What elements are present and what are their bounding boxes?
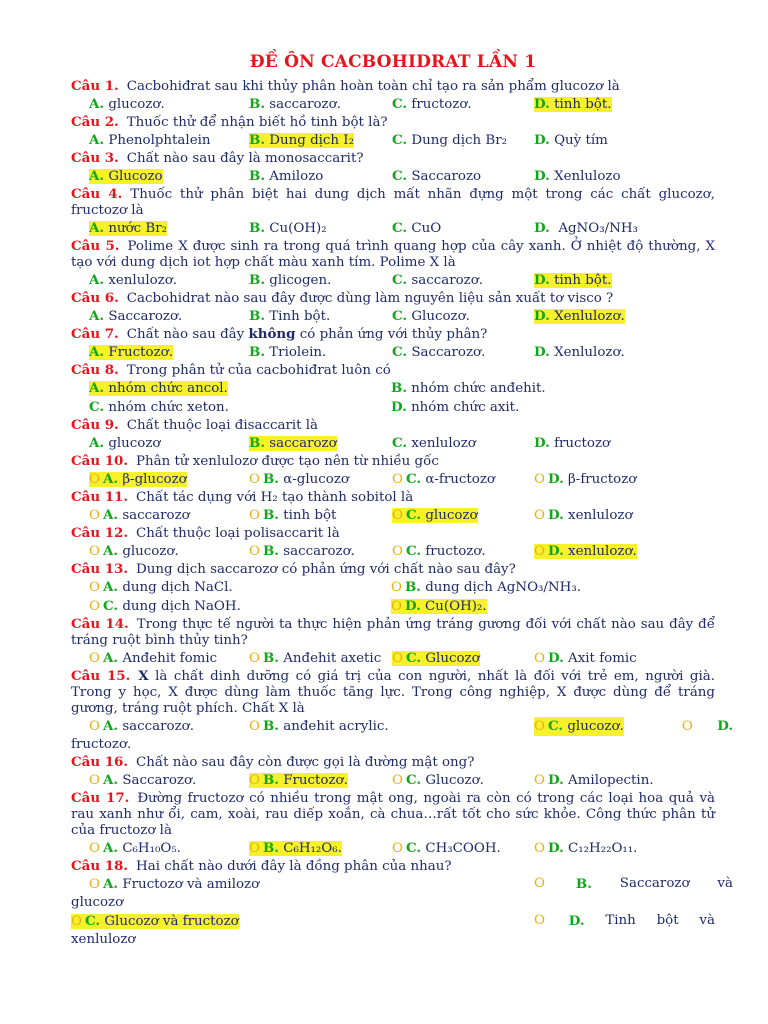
radio-icon: O xyxy=(249,719,260,734)
option-c[interactable]: C. Saccarozo xyxy=(392,168,482,184)
option-b[interactable]: O B. saccarozơ. xyxy=(249,543,355,559)
radio-icon: O xyxy=(89,719,100,734)
radio-icon: O xyxy=(89,508,100,523)
option-b[interactable]: B. Tinh bột. xyxy=(249,308,331,324)
radio-icon: O xyxy=(534,876,545,891)
radio-icon: O xyxy=(681,719,693,734)
question-stem: Chất nào sau đây là monosaccarit? xyxy=(126,151,364,166)
option-a[interactable]: O A. β-glucozơ xyxy=(89,471,187,487)
option-c[interactable]: C. xenlulozơ xyxy=(392,435,476,451)
question-stem: Trong phân tử của cacbohiđrat luôn có xyxy=(126,363,391,378)
option-d[interactable]: O D. Amilopectin. xyxy=(534,772,654,788)
option-c[interactable]: C. fructozơ. xyxy=(392,96,472,112)
question-stem: Dung dịch saccarozơ có phản ứng với chất nào sau đây? xyxy=(136,562,516,577)
question-12 xyxy=(71,525,715,561)
page-title: ĐỀ ÔN CACBOHIDRAT LẦN 1 xyxy=(249,52,537,72)
radio-icon: O xyxy=(249,544,260,559)
question-number: Câu 16. xyxy=(71,754,129,770)
radio-icon: O xyxy=(89,877,100,892)
option-b[interactable]: B. glicogen. xyxy=(249,272,332,288)
option-d[interactable]: D. Xenlulozơ. xyxy=(534,344,625,360)
question-number: Câu 4. xyxy=(71,186,123,202)
question-number: Câu 6. xyxy=(71,290,119,306)
question-14 xyxy=(71,616,715,668)
option-a[interactable]: A. glucozơ xyxy=(89,435,161,451)
question-number: Câu 15. xyxy=(71,668,131,684)
question-stem: Hai chất nào dưới đây là đồng phân của nhau? xyxy=(136,859,452,874)
question-number: Câu 13. xyxy=(71,561,129,577)
option-d-text[interactable]: fructozơ. xyxy=(71,737,132,752)
radio-icon: O xyxy=(392,773,403,788)
option-d[interactable]: O D. Axit fomic xyxy=(534,650,637,666)
radio-icon: O xyxy=(534,719,545,734)
option-b[interactable]: O B. anđehit acrylic. xyxy=(249,718,389,734)
radio-icon: O xyxy=(534,508,545,523)
radio-icon: O xyxy=(392,508,403,523)
question-2 xyxy=(71,114,715,150)
option-b[interactable]: O B. dung dịch AgNO₃/NH₃. xyxy=(391,579,581,595)
option-c[interactable]: O C. fructozơ. xyxy=(392,543,486,559)
radio-icon: O xyxy=(249,651,260,666)
option-a[interactable]: O A. glucozơ. xyxy=(89,543,179,559)
radio-icon: O xyxy=(534,841,545,856)
question-number: Câu 18. xyxy=(71,858,129,874)
question-number: Câu 7. xyxy=(71,326,119,342)
question-15: Câu 15. X là chất dinh dưỡng có giá trị của con người, nhất là đối với trẻ em, người già. Trong y học, X được dùng làm thuốc tăng lực. Trong công nghiệp, X được dùng để tráng gương, tráng ruột phích. Chất X là O A. saccarozơ. O B. anđehit acrylic. O C. glucozơ. O D. fructozơ. xyxy=(71,668,733,752)
question-number: Câu 11. xyxy=(71,489,129,505)
radio-icon: O xyxy=(534,773,545,788)
question-stem: Cacbohidrat nào sau đây được dùng làm nguyên liệu sản xuất tơ visco ? xyxy=(126,291,614,306)
option-b[interactable]: O B. α-glucozơ xyxy=(249,471,349,487)
option-c[interactable]: C. Glucozơ. xyxy=(392,308,470,324)
radio-icon: O xyxy=(89,651,100,666)
option-a[interactable]: A. nhóm chức ancol. xyxy=(89,380,228,396)
radio-icon: O xyxy=(89,599,100,614)
question-stem: Chất nào sau đây còn được gọi là đường mật ong? xyxy=(136,755,475,770)
question-number: Câu 3. xyxy=(71,150,119,166)
radio-icon: O xyxy=(392,841,403,856)
option-b[interactable]: O B. tinh bột xyxy=(249,507,337,523)
radio-icon: O xyxy=(89,544,100,559)
question-stem: Phân tử xenlulozơ được tạo nên từ nhiều gốc xyxy=(136,454,439,469)
option-c[interactable]: O C. α-fructozơ xyxy=(392,471,495,487)
option-a[interactable]: A. Phenolphtalein xyxy=(89,132,211,148)
radio-icon: O xyxy=(249,841,260,856)
option-a[interactable]: O A. Fructozơ và amilozơ xyxy=(89,876,260,892)
option-d[interactable]: D. nhóm chức axit. xyxy=(391,399,520,415)
option-a[interactable]: O A. saccarozơ xyxy=(89,507,190,523)
option-c[interactable]: O C. dung dịch NaOH. xyxy=(89,598,241,614)
question-stem: Trong thực tế người ta thực hiện phản ứng tráng gương đối với chất nào sau đây để tráng ruột bình thủy tinh? xyxy=(71,617,715,648)
option-c[interactable]: O C. glucozơ xyxy=(392,507,478,523)
question-number: Câu 12. xyxy=(71,525,129,541)
option-a[interactable]: A. Fructozơ. xyxy=(89,344,173,360)
option-d[interactable]: O D. xenlulozơ xyxy=(534,507,633,523)
option-c[interactable]: O C. Glucozơ. xyxy=(392,772,484,788)
option-d[interactable]: D. fructozơ xyxy=(534,435,611,451)
option-b[interactable]: O B. Fructozơ. xyxy=(249,772,348,788)
option-d[interactable]: O D. β-fructozơ xyxy=(534,471,637,487)
question-stem: Thuốc thử để nhận biết hồ tinh bột là? xyxy=(126,115,388,130)
question-number: Câu 9. xyxy=(71,417,119,433)
radio-icon: O xyxy=(534,544,545,559)
option-d[interactable]: O D. Cu(OH)₂. xyxy=(391,598,487,614)
question-stem: Đường fructozơ có nhiều trong mật ong, ngoài ra còn có trong các loại hoa quả và rau xanh như ổi, cam, xoài, rau diếp xoắn, cà chua…rất tốt cho sức khỏe. Công thức phân tử của fructozơ là xyxy=(71,791,716,838)
option-d[interactable]: D. tinh bột. xyxy=(534,96,612,112)
question-5 xyxy=(71,238,715,290)
question-11 xyxy=(71,489,715,525)
question-stem: Chất thuộc loại polisaccarit là xyxy=(136,526,340,541)
question-9 xyxy=(71,417,715,453)
option-b[interactable]: B. saccarozơ. xyxy=(249,96,341,112)
radio-icon: O xyxy=(89,773,100,788)
question-stem: Thuốc thử phân biệt hai dung dịch mất nhãn đựng một trong các chất glucozơ, fructozơ là xyxy=(71,187,715,218)
question-number: Câu 2. xyxy=(71,114,119,130)
option-b[interactable]: B. Amilozo xyxy=(249,168,324,184)
option-c[interactable]: O C. CH₃COOH. xyxy=(392,840,501,856)
question-10 xyxy=(71,453,715,489)
option-d[interactable]: D. Xenlulozơ. xyxy=(534,308,625,324)
option-d[interactable]: D. AgNO₃/NH₃ xyxy=(534,220,638,236)
radio-icon: O xyxy=(249,472,260,487)
question-stem: Chất thuộc loại đisaccarit là xyxy=(126,418,319,433)
option-b[interactable]: B. Triolein. xyxy=(249,344,327,360)
option-c[interactable]: C. nhóm chức xeton. xyxy=(89,399,229,415)
question-stem: Chất nào sau đây không có phản ứng với thủy phân? xyxy=(126,326,488,342)
radio-icon: O xyxy=(534,651,545,666)
option-a[interactable]: A. Saccarozơ. xyxy=(89,308,183,324)
question-stem: Cacbohiđrat sau khi thủy phân hoàn toàn chỉ tạo ra sản phẩm glucozơ là xyxy=(126,79,620,94)
option-c[interactable]: C. Saccarozơ. xyxy=(392,344,486,360)
option-b-text-cont[interactable]: glucozơ xyxy=(71,895,124,910)
option-a[interactable]: O A. Anđehit fomic xyxy=(89,650,218,666)
question-4 xyxy=(71,186,715,238)
option-d[interactable]: D. Xenlulozo xyxy=(534,168,621,184)
option-d[interactable]: O D. Tinh bột và xyxy=(534,913,715,929)
question-13 xyxy=(71,561,715,616)
radio-icon: O xyxy=(392,651,403,666)
option-a[interactable]: A. xenlulozơ. xyxy=(89,272,178,288)
radio-icon: O xyxy=(89,841,100,856)
option-c[interactable]: O C. Glucozơ xyxy=(392,650,480,666)
question-1 xyxy=(71,78,715,114)
radio-icon: O xyxy=(89,472,100,487)
radio-icon: O xyxy=(249,508,260,523)
option-d[interactable]: D. Quỳ tím xyxy=(534,132,608,148)
radio-icon: O xyxy=(534,472,545,487)
question-3 xyxy=(71,150,715,186)
question-stem: là chất dinh dưỡng có giá trị của con người, nhất là đối với trẻ em, người già. Trong y học, X được dùng làm thuốc tăng lực. Trong công nghiệp, X được dùng để tráng gương, tráng ruột phích. Chất X là xyxy=(71,669,715,716)
radio-icon: O xyxy=(392,472,403,487)
option-a[interactable]: A. Glucozo xyxy=(89,168,163,184)
option-b[interactable]: O B. C₆H₁₂O₆. xyxy=(249,840,342,856)
option-d[interactable]: O D. xenlulozơ. xyxy=(534,543,637,559)
option-c[interactable]: O C. Glucozơ và fructozơ xyxy=(71,913,239,929)
option-a[interactable]: O A. dung dịch NaCl. xyxy=(89,579,233,595)
option-c[interactable]: C. CuO xyxy=(392,220,442,236)
option-b[interactable]: B. Cu(OH)₂ xyxy=(249,220,327,236)
option-a[interactable]: O A. saccarozơ. xyxy=(89,718,194,734)
option-a[interactable]: O A. Saccarozơ. xyxy=(89,772,197,788)
question-6 xyxy=(71,290,715,326)
question-number: Câu 14. xyxy=(71,616,129,632)
radio-icon: O xyxy=(249,773,260,788)
option-a[interactable]: A. glucozơ. xyxy=(89,96,165,112)
option-d-text-cont[interactable]: xenlulozơ xyxy=(71,932,136,947)
question-number: Câu 1. xyxy=(71,78,119,94)
question-stem: Polime X được sinh ra trong quá trình quang hợp của cây xanh. Ở nhiệt độ thường, X tạo với dung dịch iot hợp chất màu xanh tím. Polime X là xyxy=(71,239,715,270)
option-b[interactable]: B. nhóm chức anđehit. xyxy=(391,380,546,396)
radio-icon: O xyxy=(391,580,402,595)
question-16 xyxy=(71,754,715,790)
option-c[interactable]: C. Dung dịch Br₂ xyxy=(392,132,508,148)
radio-icon: O xyxy=(89,580,100,595)
radio-icon: O xyxy=(71,914,82,929)
option-b[interactable]: O B. Anđehit axetic xyxy=(249,650,382,666)
option-c[interactable]: C. saccarozơ. xyxy=(392,272,484,288)
option-d[interactable]: O D. C₁₂H₂₂O₁₁. xyxy=(534,840,638,856)
document xyxy=(71,52,733,949)
option-d[interactable]: D. tinh bột. xyxy=(534,272,612,288)
radio-icon: O xyxy=(534,913,545,928)
option-b[interactable]: B. saccarozơ xyxy=(249,435,337,451)
radio-icon: O xyxy=(391,599,402,614)
question-number: Câu 5. xyxy=(71,238,120,254)
option-a[interactable]: A. nước Br₂ xyxy=(89,220,168,236)
question-7 xyxy=(71,326,715,362)
question-number: Câu 10. xyxy=(71,453,129,469)
question-number: Câu 8. xyxy=(71,362,119,378)
option-b[interactable]: B. Dung dịch I₂ xyxy=(249,132,354,148)
option-a[interactable]: O A. C₆H₁₀O₅. xyxy=(89,840,181,856)
question-18 xyxy=(71,858,733,949)
question-stem: Chất tác dụng với H₂ tạo thành sobitol là xyxy=(136,490,414,505)
option-b[interactable]: O B. Saccarozơ và xyxy=(534,876,733,892)
question-8 xyxy=(71,362,715,417)
question-17 xyxy=(71,790,715,858)
question-number: Câu 17. xyxy=(71,790,130,806)
radio-icon: O xyxy=(392,544,403,559)
option-c[interactable]: O C. glucozơ. O D. xyxy=(534,718,733,734)
